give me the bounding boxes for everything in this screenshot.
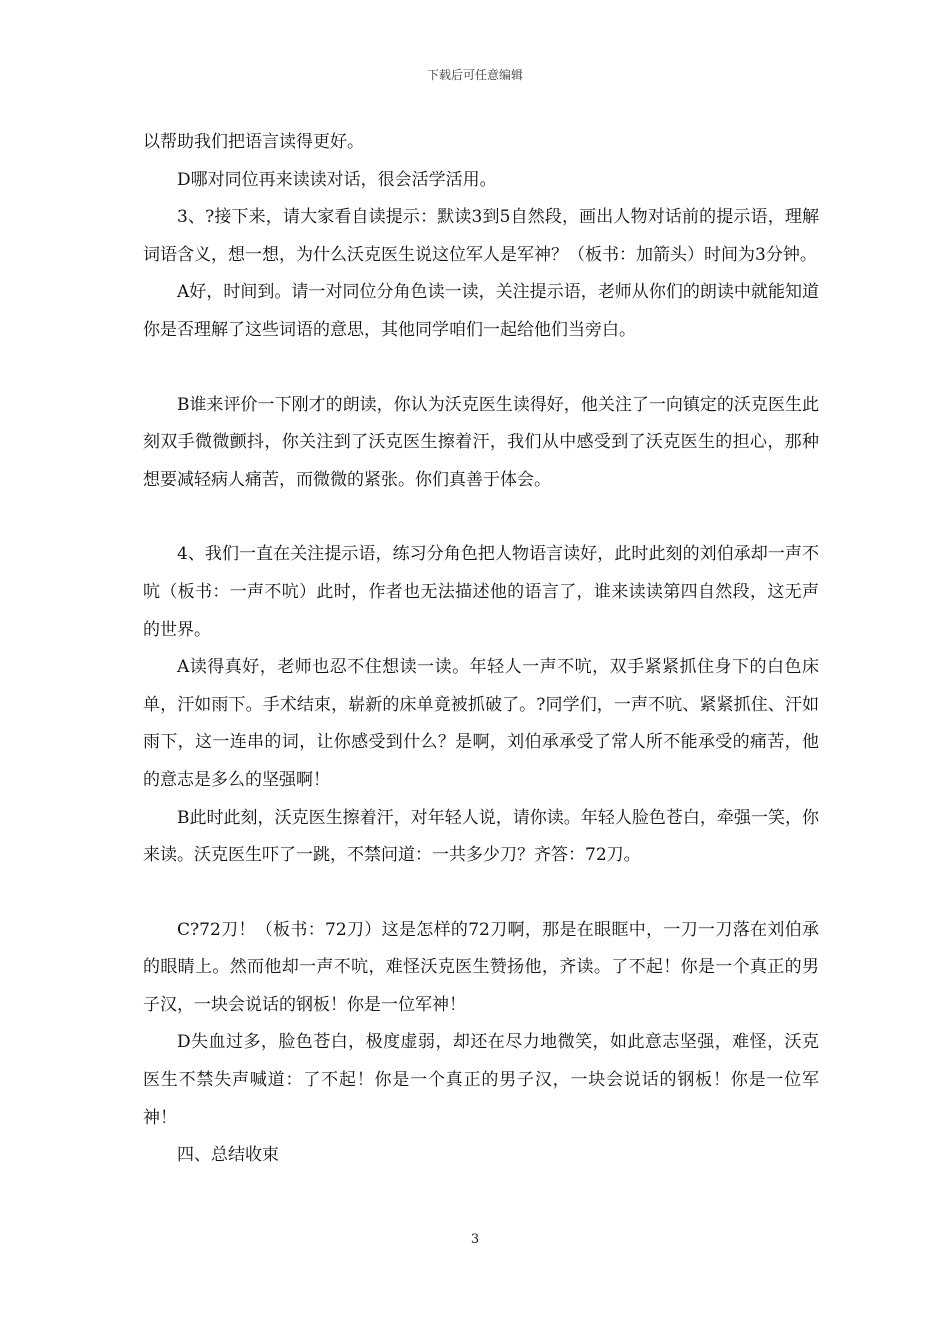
document-body (143, 124, 819, 1175)
page-header: 下载后可任意编辑 (426, 68, 523, 82)
page-number: 3 (470, 1232, 480, 1247)
paragraph: 3、?接下来，请大家看自读提示：默读3到5自然段，画出人物对话前的提示语，理解词语含义，想一想，为什么沃克医生说这位军人是军神？（板书：加箭头）时间为3分钟。 (143, 207, 819, 265)
paragraph: C?72刀！（板书：72刀）这是怎样的72刀啊，那是在眼眶中，一刀一刀落在刘伯承的眼睛上。然而他却一声不吭，难怪沃克医生赞扬他，齐读。了不起！你是一个真正的男子汉，一块会说话的钢板！你是一位军神！ (143, 919, 819, 1015)
paragraph: 以帮助我们把语言读得更好。 (143, 132, 364, 152)
paragraph: B此时此刻，沃克医生擦着汗，对年轻人说，请你读。年轻人脸色苍白，牵强一笑，你来读。沃克医生吓了一跳，不禁问道：一共多少刀？齐答：72刀。 (143, 807, 819, 866)
paragraph: D哪对同位再来读读对话，很会活学活用。 (177, 169, 497, 190)
paragraph: 四、总结收束 (177, 1145, 279, 1166)
paragraph: D失血过多，脸色苍白，极度虚弱，却还在尽力地微笑，如此意志坚强，难怪，沃克医生不禁失声喊道：了不起！你是一个真正的男子汉，一块会说话的钢板！你是一位军神！ (143, 1032, 819, 1128)
paragraph: 4、我们一直在关注提示语，练习分角色把人物语言读好，此时此刻的刘伯承却一声不吭（板书：一声不吭）此时，作者也无法描述他的语言了，谁来读读第四自然段，这无声的世界。 (143, 544, 819, 640)
paragraph: A好，时间到。请一对同位分角色读一读，关注提示语，老师从你们的朗读中就能知道你是否理解了这些词语的意思，其他同学咱们一起给他们当旁白。 (143, 282, 819, 340)
paragraph: A读得真好，老师也忍不住想读一读。年轻人一声不吭，双手紧紧抓住身下的白色床单，汗如雨下。手术结束，崭新的床单竟被抓破了。?同学们，一声不吭、紧紧抓住、汗如雨下，这一连串的词，让你感受到什么？是啊，刘伯承承受了常人所不能承受的痛苦，他的意志是多么的坚强啊！ (143, 657, 819, 790)
paragraph: B谁来评价一下刚才的朗读，你认为沃克医生读得好，他关注了一向镇定的沃克医生此刻双手微微颤抖，你关注到了沃克医生擦着汗，我们从中感受到了沃克医生的担心，那种想要减轻病人痛苦，而微微的紧张。你们真善于体会。 (143, 394, 819, 490)
